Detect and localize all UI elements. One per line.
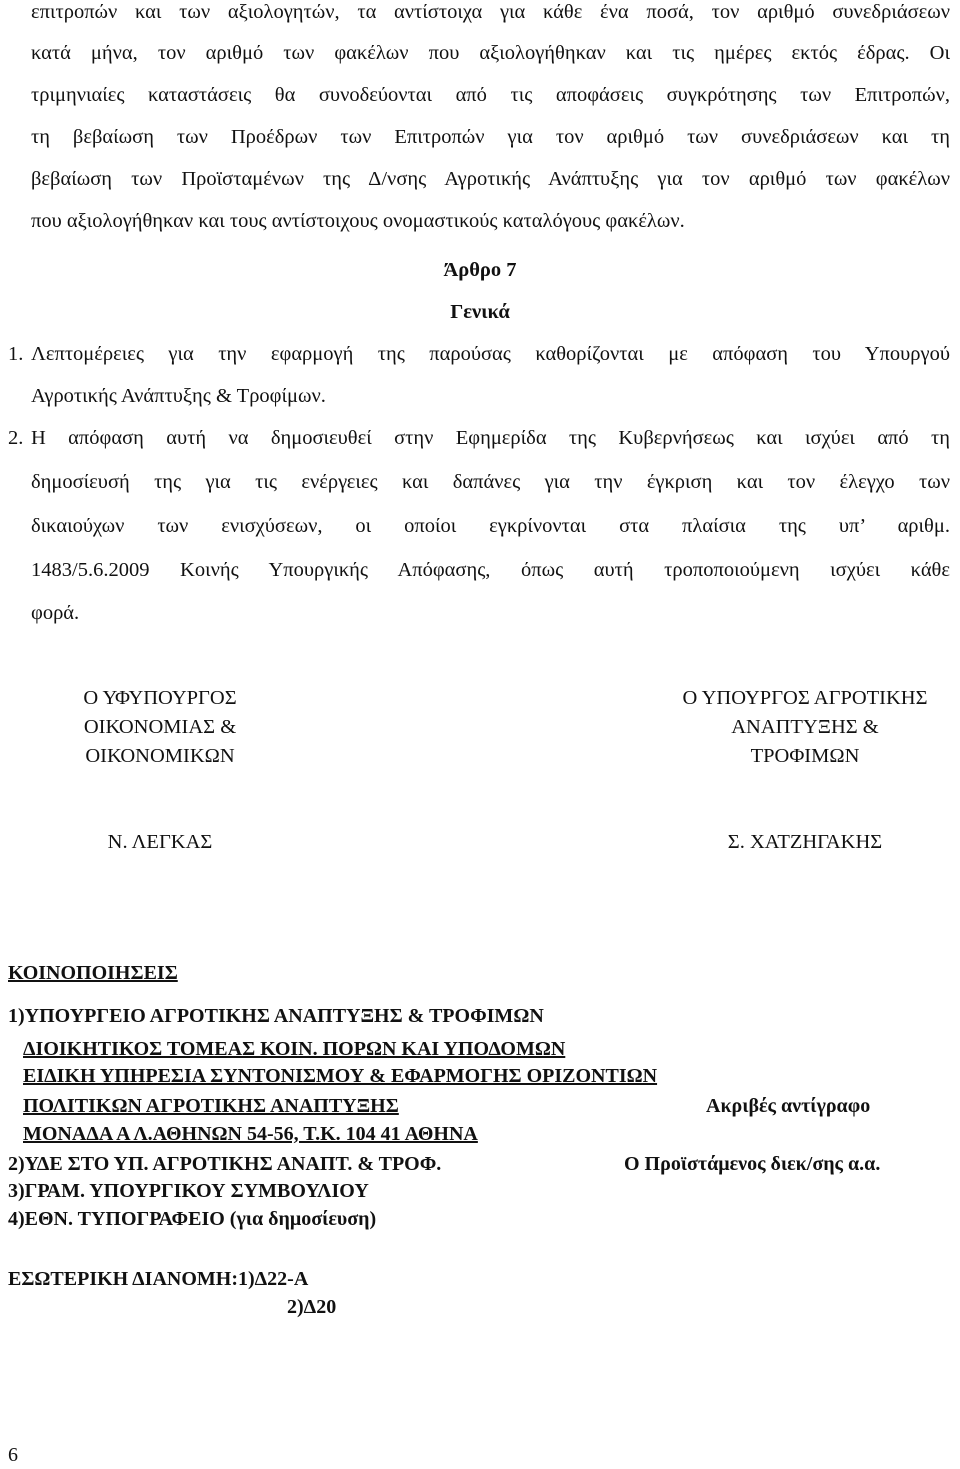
body-line-4: τη βεβαίωση των Προέδρων των Επιτροπών για τον αριθμό των συνεδριάσεων και τη [31,126,950,148]
para2-line-2: δημοσίευσή της για τις ενέργειες και δαπάνες για την έγκριση και τον έλεγχο των [31,471,950,493]
notifications-heading: ΚΟΙΝΟΠΟΙΗΣΕΙΣ [8,962,178,984]
signatory-left-title-1: Ο ΥΦΥΠΟΥΡΓΟΣ [83,687,237,709]
signatory-left-title-3: ΟΙΚΟΝΟΜΙΚΩΝ [85,745,235,767]
notification-line-1: 1)ΥΠΟΥΡΓΕΙΟ ΑΓΡΟΤΙΚΗΣ ΑΝΑΠΤΥΞΗΣ & ΤΡΟΦΙΜΩΝ [8,1005,544,1027]
signatory-left [25,684,295,771]
body-line-1: επιτροπών και των αξιολογητών, τα αντίστοιχα για κάθε ένα ποσά, τον αριθμό συνεδριάσεων [31,1,950,23]
article-title: Γενικά [450,301,510,323]
article-number: Άρθρο 7 [443,259,517,281]
para1-marker: 1. [8,343,24,365]
notification-line-8: 4)ΕΘΝ. ΤΥΠΟΓΡΑΦΕΙΟ (για δημοσίευση) [8,1208,377,1230]
signatory-left-name: Ν. ΛΕΓΚΑΣ [107,831,213,853]
internal-distribution-line-2: 2)Δ20 [287,1296,337,1318]
notification-line-3: ΕΙΔΙΚΗ ΥΠΗΡΕΣΙΑ ΣΥΝΤΟΝΙΣΜΟΥ & ΕΦΑΡΜΟΓΗΣ ΟΡΙΖΟΝΤΙΩΝ [23,1065,658,1087]
signatory-right-title-1: Ο ΥΠΟΥΡΓΟΣ ΑΓΡΟΤΙΚΗΣ [682,687,928,709]
notification-line-2: ΔΙΟΙΚΗΤΙΚΟΣ ΤΟΜΕΑΣ ΚΟΙΝ. ΠΟΡΩΝ ΚΑΙ ΥΠΟΔΟΜΩΝ [23,1038,566,1060]
head-of-department: Ο Προϊστάμενος διεκ/σης α.α. [624,1153,881,1175]
body-line-3: τριμηνιαίες καταστάσεις θα συνοδεύονται από τις αποφάσεις συγκρότησης των Επιτροπών, [31,84,950,106]
internal-distribution-line-1: ΕΣΩΤΕΡΙΚΗ ΔΙΑΝΟΜΗ:1)Δ22-Α [8,1268,309,1290]
para2-line-3: δικαιούχων των ενισχύσεων, οι οποίοι εγκρίνονται στα πλαίσια της υπ’ αριθμ. [31,515,950,537]
signatory-left-title-2: ΟΙΚΟΝΟΜΙΑΣ & [83,716,237,738]
para1-line-1: Λεπτομέρειες για την εφαρμογή της παρούσας καθορίζονται με απόφαση του Υπουργού [31,343,950,365]
notification-line-4: ΠΟΛΙΤΙΚΩΝ ΑΓΡΟΤΙΚΗΣ ΑΝΑΠΤΥΞΗΣ [23,1095,399,1117]
body-line-5: βεβαίωση των Προϊσταμένων της Δ/νσης Αγροτικής Ανάπτυξης για τον αριθμό των φακέλων [31,168,950,190]
signatory-right [650,684,960,771]
para2-marker: 2. [8,427,24,449]
body-line-2: κατά μήνα, τον αριθμό των φακέλων που αξιολογήθηκαν και τις ημέρες εκτός έδρας. Οι [31,42,950,64]
para2-line-1: Η απόφαση αυτή να δημοσιευθεί στην Εφημερίδα της Κυβερνήσεως και ισχύει από τη [31,427,950,449]
para1-line-2: Αγροτικής Ανάπτυξης & Τροφίμων. [31,385,326,407]
certified-copy: Ακριβές αντίγραφο [706,1095,871,1117]
para2-line-5: φορά. [31,602,80,624]
notification-line-5: ΜΟΝΑΔΑ Α Λ.ΑΘΗΝΩΝ 54-56, Τ.Κ. 104 41 ΑΘΗΝΑ [23,1123,478,1145]
page-number: 6 [8,1444,18,1466]
signatory-right-title-3: ΤΡΟΦΙΜΩΝ [750,745,860,767]
para2-line-4: 1483/5.6.2009 Κοινής Υπουργικής Απόφασης, όπως αυτή τροποποιούμενη ισχύει κάθε [31,559,950,581]
signatory-right-name: Σ. ΧΑΤΖΗΓΑΚΗΣ [727,831,883,853]
signatory-right-title-2: ΑΝΑΠΤΥΞΗΣ & [731,716,879,738]
notification-line-7: 3)ΓΡΑΜ. ΥΠΟΥΡΓΙΚΟΥ ΣΥΜΒΟΥΛΙΟΥ [8,1180,369,1202]
body-line-6: που αξιολογήθηκαν και τους αντίστοιχους ονομαστικούς καταλόγους φακέλων. [31,210,685,232]
notification-line-6: 2)ΥΔΕ ΣΤΟ ΥΠ. ΑΓΡΟΤΙΚΗΣ ΑΝΑΠΤ. & ΤΡΟΦ. [8,1153,442,1175]
